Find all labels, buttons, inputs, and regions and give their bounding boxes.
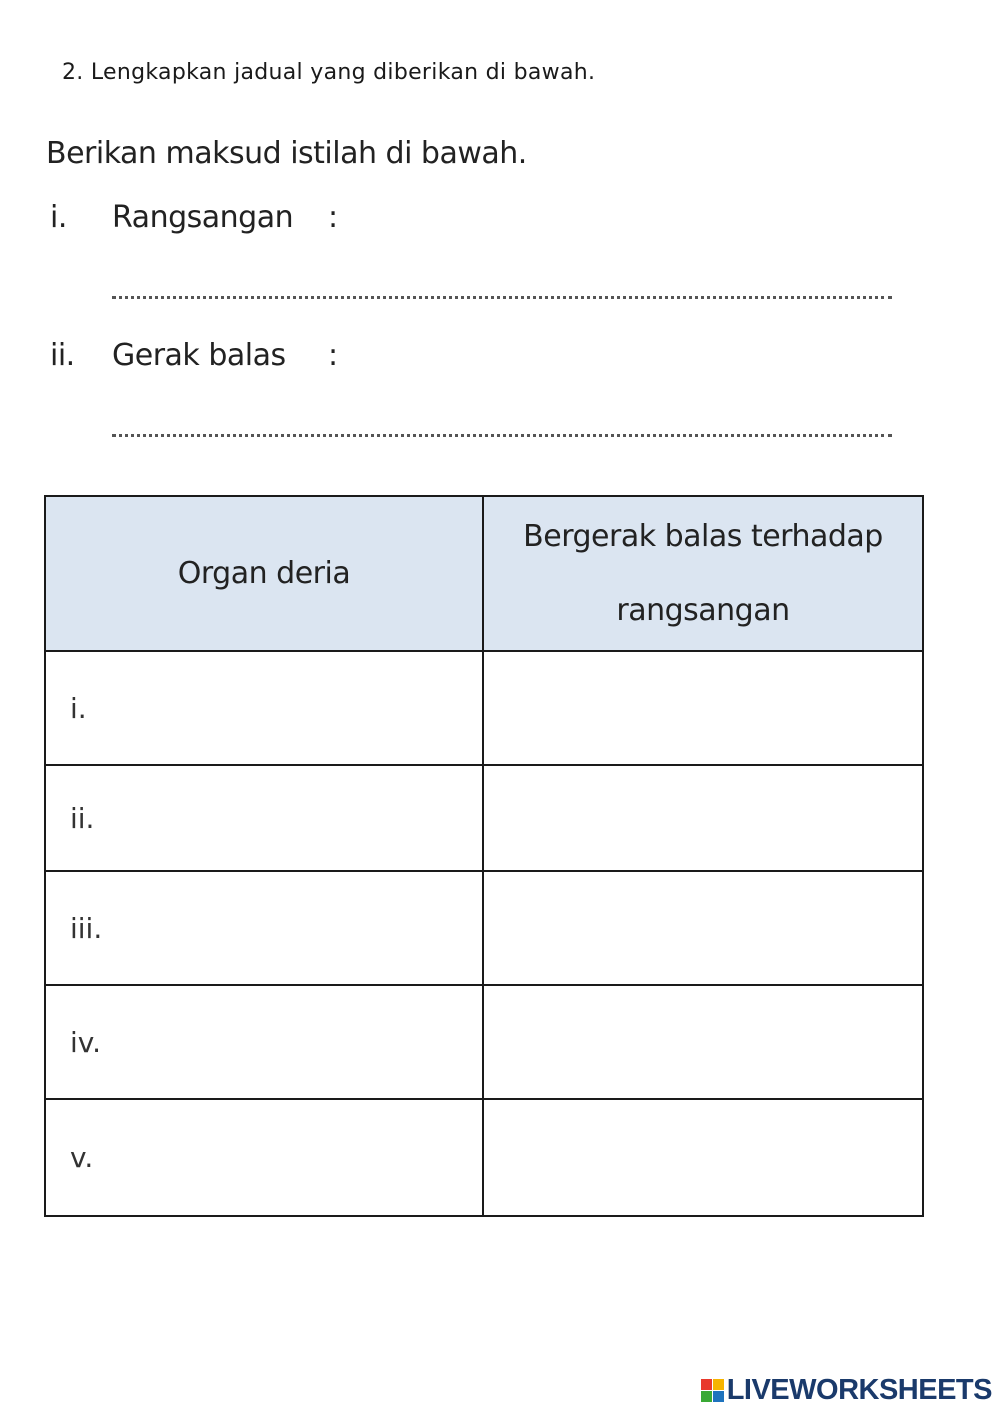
logo-square-icon [713, 1379, 724, 1390]
answer-cell[interactable] [483, 985, 923, 1099]
term-label: Gerak balas [112, 338, 286, 373]
answer-line-rangsangan[interactable] [112, 296, 892, 299]
answer-line-gerak-balas[interactable] [112, 434, 892, 437]
table-row [45, 985, 923, 1099]
header-organ-deria: Organ deria [45, 496, 483, 651]
row-label: ii. [45, 765, 483, 871]
table-row [45, 1099, 923, 1216]
liveworksheets-logo [701, 1374, 992, 1407]
logo-mark-icon [701, 1379, 724, 1402]
logo-square-icon [701, 1379, 712, 1390]
table-row [45, 765, 923, 871]
logo-text: LIVEWORKSHEETS [726, 1374, 992, 1406]
row-label: iv. [45, 985, 483, 1099]
header-response: Bergerak balas terhadap rangsangan [483, 496, 923, 651]
row-label: v. [45, 1099, 483, 1216]
term-row-rangsangan [50, 200, 348, 235]
term-colon: : [328, 338, 338, 373]
row-label: i. [45, 651, 483, 765]
term-row-gerak-balas [50, 338, 348, 373]
term-number: ii. [50, 338, 75, 373]
row-label: iii. [45, 871, 483, 985]
table-header-row [45, 496, 923, 651]
term-colon: : [328, 200, 338, 235]
term-number: i. [50, 200, 67, 235]
answer-cell[interactable] [483, 1099, 923, 1216]
term-label: Rangsangan [112, 200, 294, 235]
organ-table [44, 495, 924, 1217]
logo-square-icon [713, 1391, 724, 1402]
instruction-text: 2. Lengkapkan jadual yang diberikan di bawah. [62, 60, 596, 85]
answer-cell[interactable] [483, 871, 923, 985]
answer-cell[interactable] [483, 765, 923, 871]
table-row [45, 651, 923, 765]
answer-cell[interactable] [483, 651, 923, 765]
logo-square-icon [701, 1391, 712, 1402]
prompt-text: Berikan maksud istilah di bawah. [46, 136, 527, 171]
table-row [45, 871, 923, 985]
